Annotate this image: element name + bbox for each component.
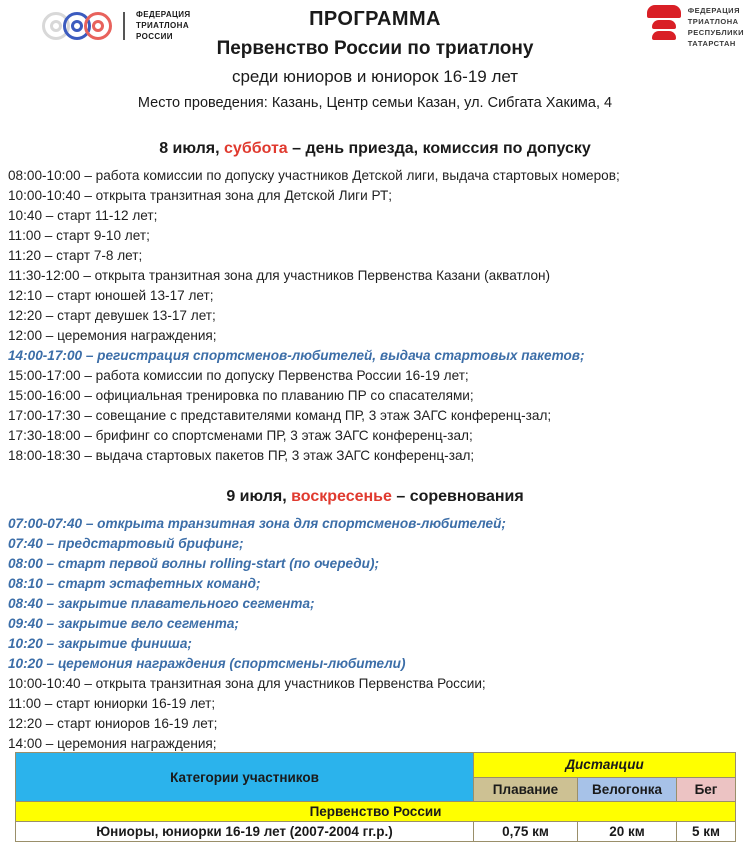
day1-schedule-line: 17:30-18:00 – брифинг со спортсменами ПР, 3 этаж ЗАГС конференц-зал;	[8, 428, 473, 443]
logo-left-line-2: ТРИАТЛОНА	[136, 20, 190, 30]
page-title: ПРОГРАММА	[309, 8, 441, 30]
logo-right-line-4: ТАТАРСТАН	[687, 38, 736, 48]
day1-schedule-line: 12:10 – старт юношей 13-17 лет;	[8, 288, 214, 303]
logo-right-text	[688, 4, 744, 50]
logo-divider	[123, 12, 125, 40]
row-run: 5 км	[677, 822, 736, 842]
day1-heading-prefix: 8 июля,	[159, 140, 225, 157]
day1-schedule-line: 08:00-10:00 – работа комиссии по допуску участников Детской лиги, выдача стартовых номеров;	[8, 168, 620, 183]
day2-schedule-line: 10:00-10:40 – открыта транзитная зона для участников Первенства России;	[8, 676, 486, 691]
venue-line: Место проведения: Казань, Центр семьи Казан, ул. Сибгата Хакима, 4	[137, 95, 613, 111]
chevron-small-icon	[652, 31, 676, 40]
table-row	[16, 822, 736, 842]
day1-schedule-line: 11:30-12:00 – открыта транзитная зона для участников Первенства Казани (акватлон)	[8, 268, 551, 283]
day2-heading	[0, 488, 750, 506]
logo-right-line-3: РЕСПУБЛИКИ	[687, 27, 744, 37]
tatarstan-triathlon-federation-logo	[647, 4, 744, 50]
day1-schedule-line: 12:20 – старт девушек 13-17 лет;	[8, 308, 216, 323]
event-title: Первенство России по триатлону	[216, 38, 534, 59]
day1-schedule-line: 14:00-17:00 – регистрация спортсменов-любителей, выдача стартовых пакетов;	[8, 348, 585, 363]
day1-schedule-line: 10:00-10:40 – открыта транзитная зона для Детской Лиги РТ;	[8, 188, 393, 203]
day2-schedule-line: 09:40 – закрытие вело сегмента;	[8, 616, 239, 631]
day2-schedule-line: 14:00 – церемония награждения;	[8, 736, 217, 751]
logo-right-line-2: ТРИАТЛОНА	[687, 16, 739, 26]
day1-heading-suffix: – день приезда, комиссия по допуску	[287, 140, 591, 157]
chevron-medium-icon	[652, 20, 676, 29]
event-subtitle: среди юниоров и юниорок 16-19 лет	[231, 67, 519, 86]
tatarstan-chevron-icon	[647, 4, 681, 45]
header-run: Бег	[677, 777, 736, 802]
day1-heading-highlight: суббота	[224, 140, 288, 157]
header-categories: Категории участников	[16, 753, 474, 802]
day2-schedule-line: 08:00 – старт первой волны rolling-start (по очереди);	[8, 556, 380, 571]
day2-heading-prefix: 9 июля,	[226, 488, 292, 505]
day2-schedule-line: 10:20 – церемония награждения (спортсмены-любители)	[8, 656, 406, 671]
day2-heading-highlight: воскресенье	[291, 488, 392, 505]
day2-heading-suffix: – соревнования	[391, 488, 524, 505]
header-distances: Дистанции	[474, 753, 736, 778]
day2-schedule-line: 08:10 – старт эстафетных команд;	[8, 576, 261, 591]
day2-schedule-line: 08:40 – закрытие плавательного сегмента;	[8, 596, 315, 611]
day1-heading	[0, 140, 750, 158]
row-bike: 20 км	[578, 822, 677, 842]
day2-schedule-line: 10:20 – закрытие финиша;	[8, 636, 192, 651]
section-title-cell: Первенство России	[16, 802, 736, 822]
triathlon-rings-icon	[42, 12, 112, 40]
distances-table-wrapper	[15, 752, 735, 842]
logo-right-line-1: ФЕДЕРАЦИЯ	[687, 6, 740, 15]
ring-red-icon	[84, 12, 112, 40]
distances-table	[15, 752, 736, 842]
row-swim: 0,75 км	[474, 822, 578, 842]
table-section-row	[16, 802, 736, 822]
day2-schedule-line: 07:00-07:40 – открыта транзитная зона для спортсменов-любителей;	[8, 516, 506, 531]
header-swim: Плавание	[474, 777, 578, 802]
logo-left-text	[136, 10, 191, 42]
day1-schedule-line: 11:00 – старт 9-10 лет;	[8, 228, 150, 243]
chevron-large-icon	[647, 5, 681, 18]
logo-left-line-1: ФЕДЕРАЦИЯ	[136, 10, 191, 19]
day2-schedule-line: 07:40 – предстартовый брифинг;	[8, 536, 244, 551]
day2-schedule-line: 12:20 – старт юниоров 16-19 лет;	[8, 716, 218, 731]
day2-schedule-list	[0, 514, 750, 754]
day1-schedule-line: 11:20 – старт 7-8 лет;	[8, 248, 143, 263]
day1-schedule-line: 18:00-18:30 – выдача стартовых пакетов ПР, 3 этаж ЗАГС конференц-зал;	[8, 448, 475, 463]
header-bike: Велогонка	[578, 777, 677, 802]
day1-schedule-line: 15:00-17:00 – работа комиссии по допуску Первенства России 16-19 лет;	[8, 368, 469, 383]
russian-triathlon-federation-logo	[42, 10, 191, 42]
day1-schedule-list	[0, 166, 750, 466]
day1-schedule-line: 17:00-17:30 – совещание с представителями команд ПР, 3 этаж ЗАГС конференц-зал;	[8, 408, 552, 423]
day2-schedule-line: 11:00 – старт юниорки 16-19 лет;	[8, 696, 216, 711]
table-header-row-1	[16, 753, 736, 778]
logo-left-line-3: РОССИИ	[136, 31, 173, 41]
day1-schedule-line: 10:40 – старт 11-12 лет;	[8, 208, 158, 223]
document-header	[0, 0, 750, 118]
day1-schedule-line: 12:00 – церемония награждения;	[8, 328, 217, 343]
day1-schedule-line: 15:00-16:00 – официальная тренировка по плаванию ПР со спасателями;	[8, 388, 474, 403]
row-category: Юниоры, юниорки 16-19 лет (2007-2004 гг.р.)	[16, 822, 474, 842]
